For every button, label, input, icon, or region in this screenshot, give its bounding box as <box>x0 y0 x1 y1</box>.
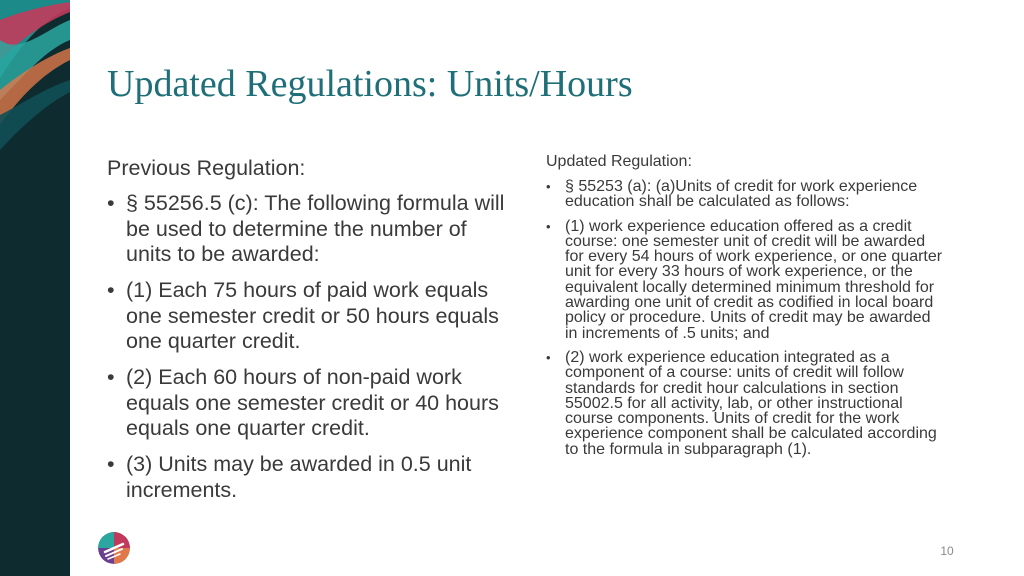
logo-icon <box>98 532 130 564</box>
bullet-icon: • <box>107 452 115 476</box>
bullet-icon: • <box>546 218 551 234</box>
updated-regulation-list <box>546 179 946 457</box>
list-item: • (2) work experience education integrated as a component of a course: units of credit will follow standards for credit hour calculations in section 55002.5 for all activity, lab, or other instructional course components. Units of credit for the work experience component shall be calculated according to the formula in subparagraph (1). <box>546 348 937 458</box>
previous-regulation-heading: Previous Regulation: <box>107 156 306 180</box>
bullet-icon: • <box>107 191 115 215</box>
bullet-icon: • <box>107 278 115 302</box>
decorative-sidebar <box>0 0 70 576</box>
bullet-icon: • <box>546 179 551 194</box>
slide-title: Updated Regulations: Units/Hours <box>107 63 633 105</box>
list-item: • (1) work experience education offered as a credit course: one semester unit of credit will be awarded for every 54 hours of work experience, or one quarter unit for every 33 hours of work experience, or the equivalent locally determined minimum threshold for awarding one unit of credit as codified in local board policy or procedure. Units of credit may be awarded in increments of .5 units; and <box>546 217 943 342</box>
sidebar-swoosh-graphic <box>0 0 70 576</box>
bullet-icon: • <box>107 365 115 389</box>
page-number: 10 <box>940 544 954 558</box>
previous-regulation-list <box>107 191 517 503</box>
updated-regulation-column <box>546 153 946 466</box>
list-item: • (1) Each 75 hours of paid work equals one semester credit or 50 hours equals one quarter credit. <box>107 278 499 353</box>
bullet-icon: • <box>546 349 551 365</box>
updated-regulation-heading: Updated Regulation: <box>546 153 692 170</box>
list-item: • § 55253 (a): (a)Units of credit for work experience education shall be calculated as follows: <box>546 178 918 211</box>
list-item: • (2) Each 60 hours of non-paid work equals one semester credit or 40 hours equals one quarter credit. <box>107 365 499 440</box>
list-item: • § 55256.5 (c): The following formula will be used to determine the number of units to be awarded: <box>107 191 505 266</box>
previous-regulation-column <box>107 155 517 514</box>
list-item: • (3) Units may be awarded in 0.5 unit increments. <box>107 452 472 502</box>
